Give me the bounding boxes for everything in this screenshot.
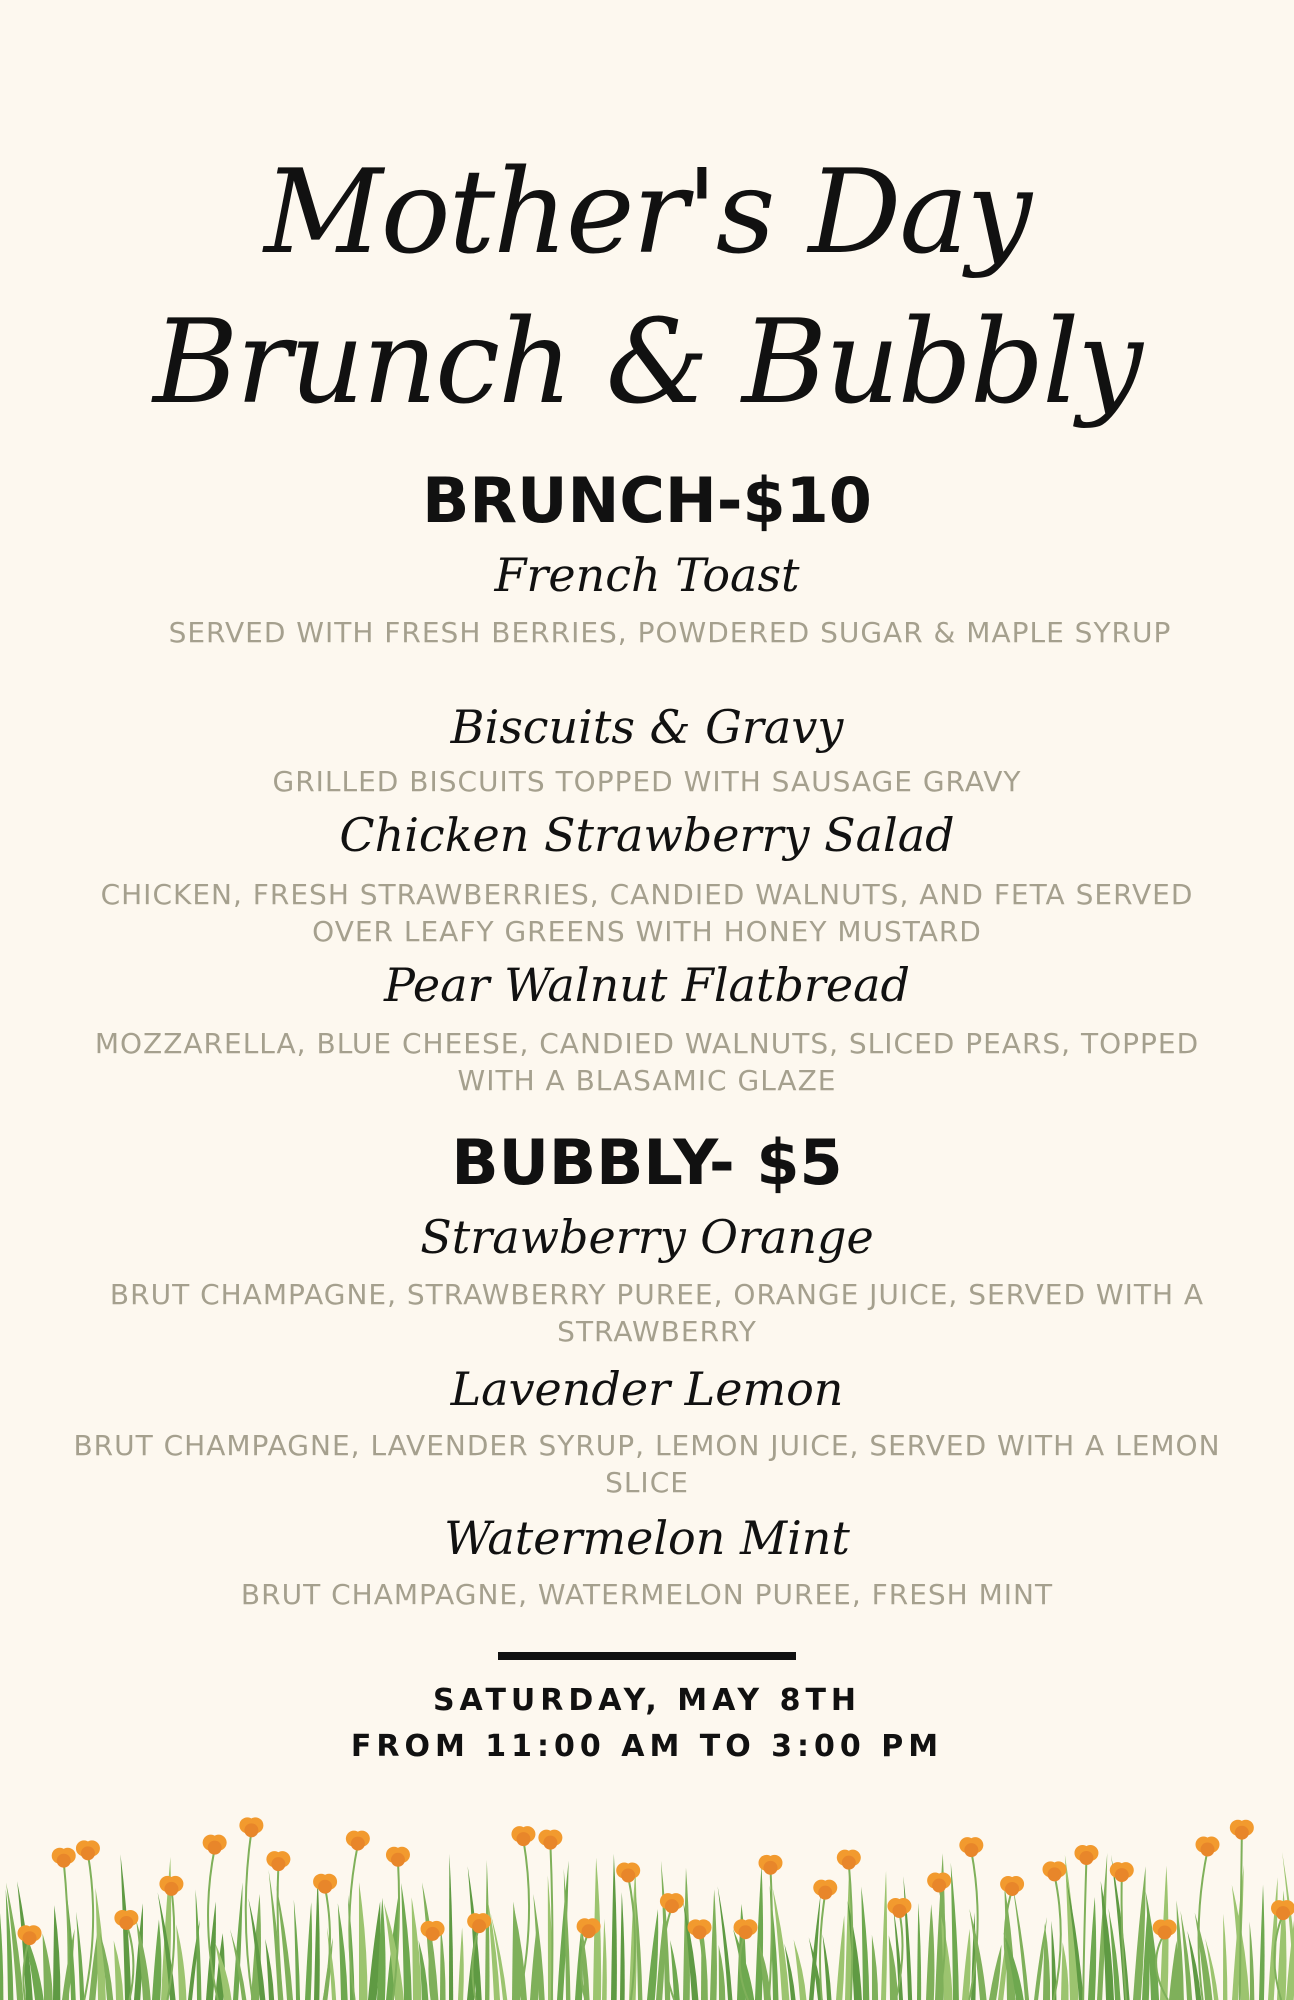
grass-blade <box>1061 1942 1069 2000</box>
flower <box>538 1830 562 1850</box>
grass-blade <box>305 1902 312 2000</box>
flower <box>837 1850 861 1870</box>
menu-item-description: MOZZARELLA, BLUE CHEESE, CANDIED WALNUTS, SLICED PEARS, TOPPED WITH A BLASAMIC GLAZE <box>94 1027 1200 1097</box>
grass-blade <box>719 1945 726 2000</box>
grass-blade <box>458 1928 464 2000</box>
menu-item-name: Biscuits & Gravy <box>450 700 844 754</box>
title-line-2: Brunch & Bubbly <box>153 295 1141 430</box>
menu-item-name: Lavender Lemon <box>450 1362 844 1416</box>
bubbly-heading: BUBBLY- $5 <box>451 1126 843 1199</box>
flower <box>688 1919 712 1939</box>
menu-item-description: BRUT CHAMPAGNE, STRAWBERRY PUREE, ORANGE JUICE, SERVED WITH A STRAWBERRY <box>109 1278 1205 1348</box>
brunch-heading: BRUNCH-$10 <box>422 464 872 537</box>
flower <box>927 1873 951 1893</box>
event-time: FROM 11:00 AM TO 3:00 PM <box>350 1729 944 1764</box>
flower <box>1110 1862 1134 1882</box>
flower <box>813 1880 837 1900</box>
grass-blade <box>43 1934 53 2000</box>
flower <box>1074 1845 1098 1865</box>
grass-blade <box>611 1854 617 2000</box>
flower-stem <box>1083 1859 1086 2000</box>
grass-blade <box>152 1919 161 2000</box>
flower <box>1000 1876 1024 1896</box>
grass-blade <box>620 1892 625 2000</box>
grass-blade <box>314 1877 320 2000</box>
grass-blade <box>338 1903 348 2000</box>
flower <box>959 1837 983 1857</box>
grass-blade <box>53 1905 60 2000</box>
grass-blade <box>0 1903 3 2000</box>
flower <box>18 1925 42 1945</box>
grass-blade <box>836 1915 845 2000</box>
grass-blade <box>1250 1921 1255 2000</box>
grass-blade <box>861 1887 869 2000</box>
menu-item-description: BRUT CHAMPAGNE, WATERMELON PUREE, FRESH MINT <box>240 1578 1054 1611</box>
flower <box>159 1876 183 1896</box>
flower <box>616 1862 640 1882</box>
flower <box>76 1840 100 1860</box>
flower-border-decoration <box>0 1810 1294 2000</box>
grass-blade <box>1223 1914 1227 2000</box>
flower <box>52 1848 76 1868</box>
grass-blade <box>881 1871 887 2000</box>
grass-blade <box>76 1912 84 2000</box>
grass-blade <box>95 1888 105 2000</box>
grass-blade <box>401 1883 412 2000</box>
grass-blade <box>755 1864 763 2000</box>
flower <box>114 1910 138 1930</box>
flower-stem <box>769 1869 772 2000</box>
grass-blade <box>114 1940 124 2000</box>
menu-item-name: French Toast <box>494 548 800 602</box>
flower <box>203 1835 227 1855</box>
grass-blade <box>359 1882 368 2000</box>
flower <box>887 1898 911 1918</box>
flower <box>386 1847 410 1867</box>
grass-blade <box>951 1863 959 2000</box>
flower <box>1230 1820 1254 1840</box>
flower <box>1153 1919 1177 1939</box>
grass-blade <box>710 1889 717 2000</box>
grass-blade <box>440 1926 446 2000</box>
grass-blade <box>602 1919 607 2000</box>
grass-blade <box>485 1860 490 2000</box>
title-line-1: Mother's Day <box>263 145 1031 280</box>
menu-item-description: SERVED WITH FRESH BERRIES, POWDERED SUGAR & MAPLE SYRUP <box>168 616 1172 649</box>
flower <box>758 1855 782 1875</box>
grass-blade <box>794 1940 807 2000</box>
grass-blade <box>926 1904 934 2000</box>
grass-blade <box>917 1903 921 2000</box>
menu-item-name: Watermelon Mint <box>444 1511 850 1565</box>
grass-blade <box>265 1939 274 2000</box>
menu-item-name: Strawberry Orange <box>420 1210 874 1264</box>
grass-blade <box>1259 1884 1265 2000</box>
grass-blade <box>195 1889 201 2000</box>
flower <box>266 1851 290 1871</box>
event-date: SATURDAY, MAY 8TH <box>432 1683 862 1718</box>
grass-blade <box>294 1900 300 2000</box>
grass-blade <box>1088 1897 1096 2000</box>
grass-blade <box>449 1854 453 2000</box>
flower <box>346 1831 370 1851</box>
flower <box>511 1826 535 1846</box>
menu-item-name: Pear Walnut Flatbread <box>384 958 910 1012</box>
flower <box>734 1919 758 1939</box>
grass-icon <box>0 1852 1294 2000</box>
menu-item-description: GRILLED BISCUITS TOPPED WITH SAUSAGE GRAVY <box>272 765 1022 798</box>
grass-blade <box>647 1909 658 2000</box>
divider-line <box>498 1652 796 1660</box>
grass-blade <box>962 1929 971 2000</box>
flower <box>1042 1861 1066 1881</box>
grass-blade <box>176 1925 186 2000</box>
menu-item-description: BRUT CHAMPAGNE, LAVENDER SYRUP, LEMON JUICE, SERVED WITH A LEMON SLICE <box>73 1429 1221 1499</box>
grass-blade <box>872 1935 878 2000</box>
flower-stem <box>1122 1876 1127 2000</box>
flower <box>313 1874 337 1894</box>
grass-blade <box>903 1876 912 2000</box>
flower <box>239 1817 263 1837</box>
menu-item-description: CHICKEN, FRESH STRAWBERRIES, CANDIED WALNUTS, AND FETA SERVED OVER LEAFY GREENS WITH HONEY MUSTARD <box>100 878 1194 948</box>
flower <box>1195 1837 1219 1857</box>
grass-blade <box>823 1934 832 2000</box>
menu-item-name: Chicken Strawberry Salad <box>339 808 955 862</box>
